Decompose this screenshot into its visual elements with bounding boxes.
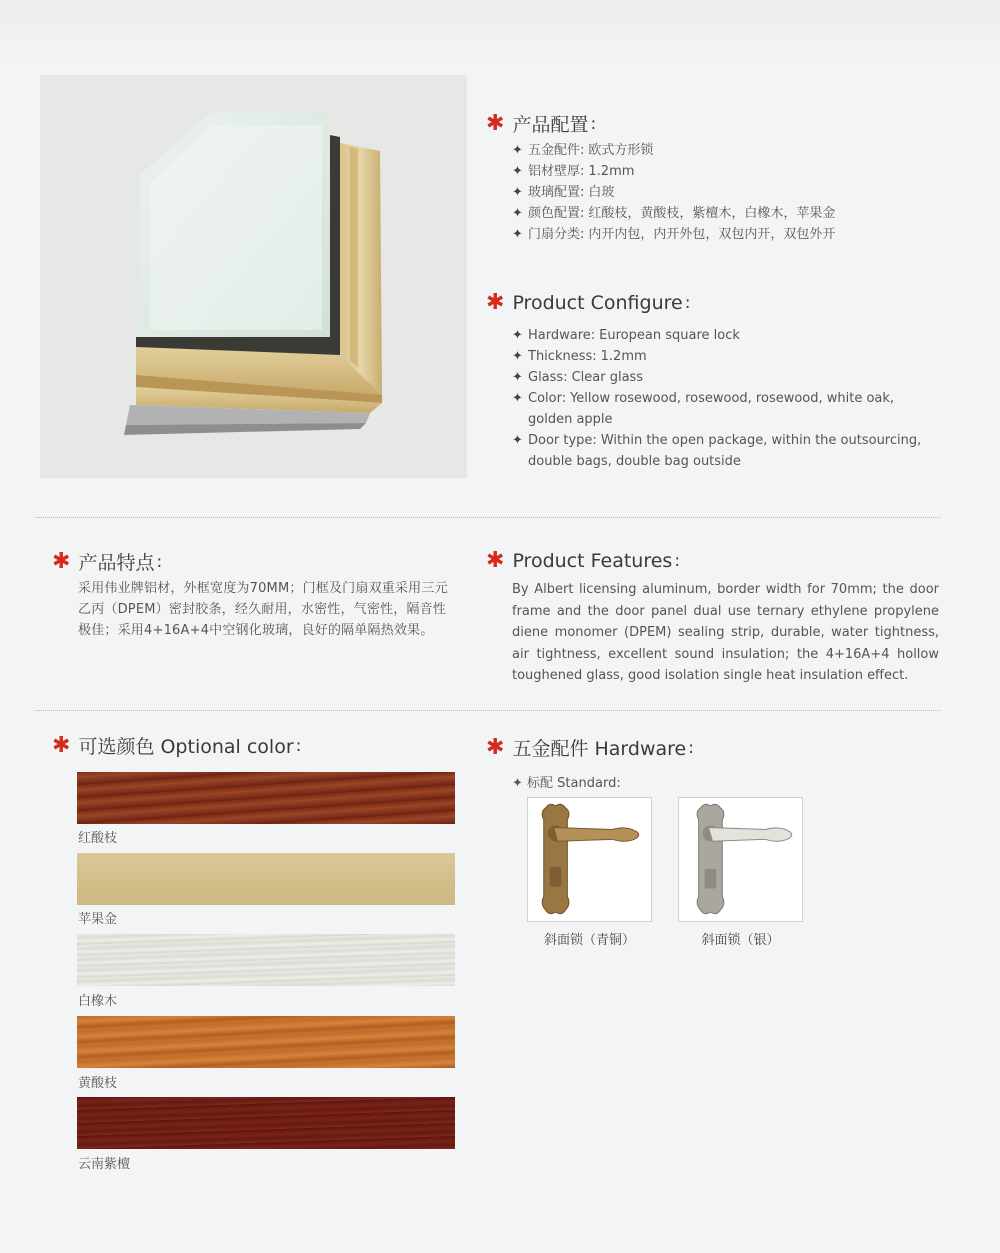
item-value: European square lock (599, 328, 740, 343)
item-value: 1.2mm (588, 164, 635, 179)
list-item (512, 140, 932, 161)
swatch-label: 苹果金 (78, 912, 118, 927)
item-value: Yellow rosewood, rosewood, rosewood, white oak, golden apple (528, 391, 895, 427)
features-cn-heading (52, 548, 162, 575)
heading-colon: : (156, 551, 163, 572)
item-label: Thickness: (528, 349, 597, 364)
heading-colon: : (688, 737, 694, 758)
item-value: Within the open package, within the outsourcing, double bags, double bag outside (528, 433, 922, 469)
config-cn-title: 产品配置 (512, 114, 589, 136)
standard-line (512, 772, 621, 791)
swatch-label: 白橡木 (78, 994, 118, 1009)
item-label: Hardware: (528, 328, 596, 343)
item-label: 玻璃配置: (528, 185, 585, 200)
bullet-star-icon: ✦ (512, 185, 523, 200)
lock-image-silver (678, 797, 803, 922)
color-swatch-white-oak (77, 934, 455, 986)
list-item (512, 367, 937, 388)
swatch-label: 红酸枝 (78, 831, 118, 846)
list-item (512, 224, 932, 245)
asterisk-icon: ✱ (486, 290, 505, 315)
item-value: Clear glass (571, 370, 644, 385)
list-item (512, 346, 937, 367)
section-divider (35, 710, 940, 711)
bullet-star-icon: ✦ (512, 349, 523, 364)
door-lock-silver-icon (679, 798, 802, 921)
bullet-star-icon: ✦ (512, 370, 523, 385)
item-label: 五金配件: (528, 143, 585, 158)
asterisk-icon: ✱ (52, 548, 71, 574)
item-value: 红酸枝，黄酸枝，紫檀木，白橡木，苹果金 (588, 206, 836, 221)
list-item (512, 388, 937, 430)
features-en-text: By Albert licensing aluminum, border width for 70mm; the door frame and the door panel dual use ternary ethylene propylene diene monomer (DPEM) sealing strip, durable, water tightness, air tightness, excellent sound insulation; the 4+16A+4 hollow toughened glass, good isolation single heat insulation effect. (512, 582, 939, 683)
bullet-star-icon: ✦ (512, 433, 523, 448)
hardware-heading (486, 734, 694, 761)
item-label: Glass: (528, 370, 568, 385)
bullet-star-icon: ✦ (512, 164, 523, 179)
asterisk-icon: ✱ (52, 732, 71, 758)
lock-label-bronze: 斜面锁（青铜） (543, 933, 635, 948)
swatch-label: 黄酸枝 (78, 1076, 118, 1091)
features-en-title: Product Features (512, 550, 673, 572)
config-en-title: Product Configure (512, 292, 683, 314)
config-cn-heading (486, 110, 596, 137)
item-value: 欧式方形锁 (588, 143, 654, 158)
item-label: Color: (528, 391, 567, 406)
item-label: Door type: (528, 433, 597, 448)
item-value: 白玻 (588, 185, 615, 200)
config-en-list (512, 325, 937, 472)
list-item (512, 430, 937, 472)
colors-heading (52, 732, 301, 759)
standard-label: 标配 Standard: (527, 776, 621, 791)
swatch-label: 云南紫檀 (78, 1157, 131, 1172)
top-header-strip (0, 0, 1000, 72)
item-label: 颜色配置: (528, 206, 585, 221)
bullet-star-icon: ✦ (512, 143, 523, 158)
heading-colon: : (295, 735, 302, 756)
bullet-star-icon: ✦ (512, 776, 523, 791)
list-item (512, 203, 932, 224)
colors-title: 可选颜色 Optional color (78, 736, 294, 758)
item-label: 门扇分类: (528, 227, 585, 242)
color-swatch-yunnan-red-sandalwood (77, 1097, 455, 1149)
config-en-heading (486, 292, 690, 314)
bullet-star-icon: ✦ (512, 391, 523, 406)
color-swatch-yellow-rosewood (77, 1016, 455, 1068)
asterisk-icon: ✱ (486, 548, 505, 573)
item-value: 1.2mm (600, 349, 647, 364)
color-swatch-apple-gold (77, 853, 455, 905)
door-lock-bronze-icon (528, 798, 651, 921)
list-item (512, 161, 932, 182)
lock-label-silver: 斜面锁（银） (701, 933, 780, 948)
list-item (512, 182, 932, 203)
heading-colon: : (684, 293, 691, 313)
bullet-star-icon: ✦ (512, 328, 523, 343)
asterisk-icon: ✱ (486, 734, 505, 760)
features-en-heading (486, 550, 680, 572)
features-cn-title: 产品特点 (78, 552, 155, 574)
lock-image-bronze (527, 797, 652, 922)
bullet-star-icon: ✦ (512, 227, 523, 242)
asterisk-icon: ✱ (486, 110, 505, 136)
features-cn-text: 采用伟业牌铝材，外框宽度为70MM；门框及门扇双重采用三元乙丙（DPEM）密封胶条，经久耐用，水密性，气密性，隔音性极佳；采用4+16A+4中空钢化玻璃，良好的隔单隔热效果。 (78, 581, 448, 638)
item-value: 内开内包，内开外包，双包内开，双包外开 (588, 227, 836, 242)
list-item (512, 325, 937, 346)
window-profile-image (40, 75, 467, 478)
heading-colon: : (674, 551, 681, 571)
heading-colon: : (590, 113, 597, 134)
item-label: 铝材壁厚: (528, 164, 585, 179)
section-divider (35, 517, 940, 518)
color-swatch-red-rosewood (77, 772, 455, 824)
window-profile-illustration (40, 75, 467, 478)
config-cn-list (512, 140, 932, 245)
bullet-star-icon: ✦ (512, 206, 523, 221)
hardware-title: 五金配件 Hardware (512, 738, 687, 760)
